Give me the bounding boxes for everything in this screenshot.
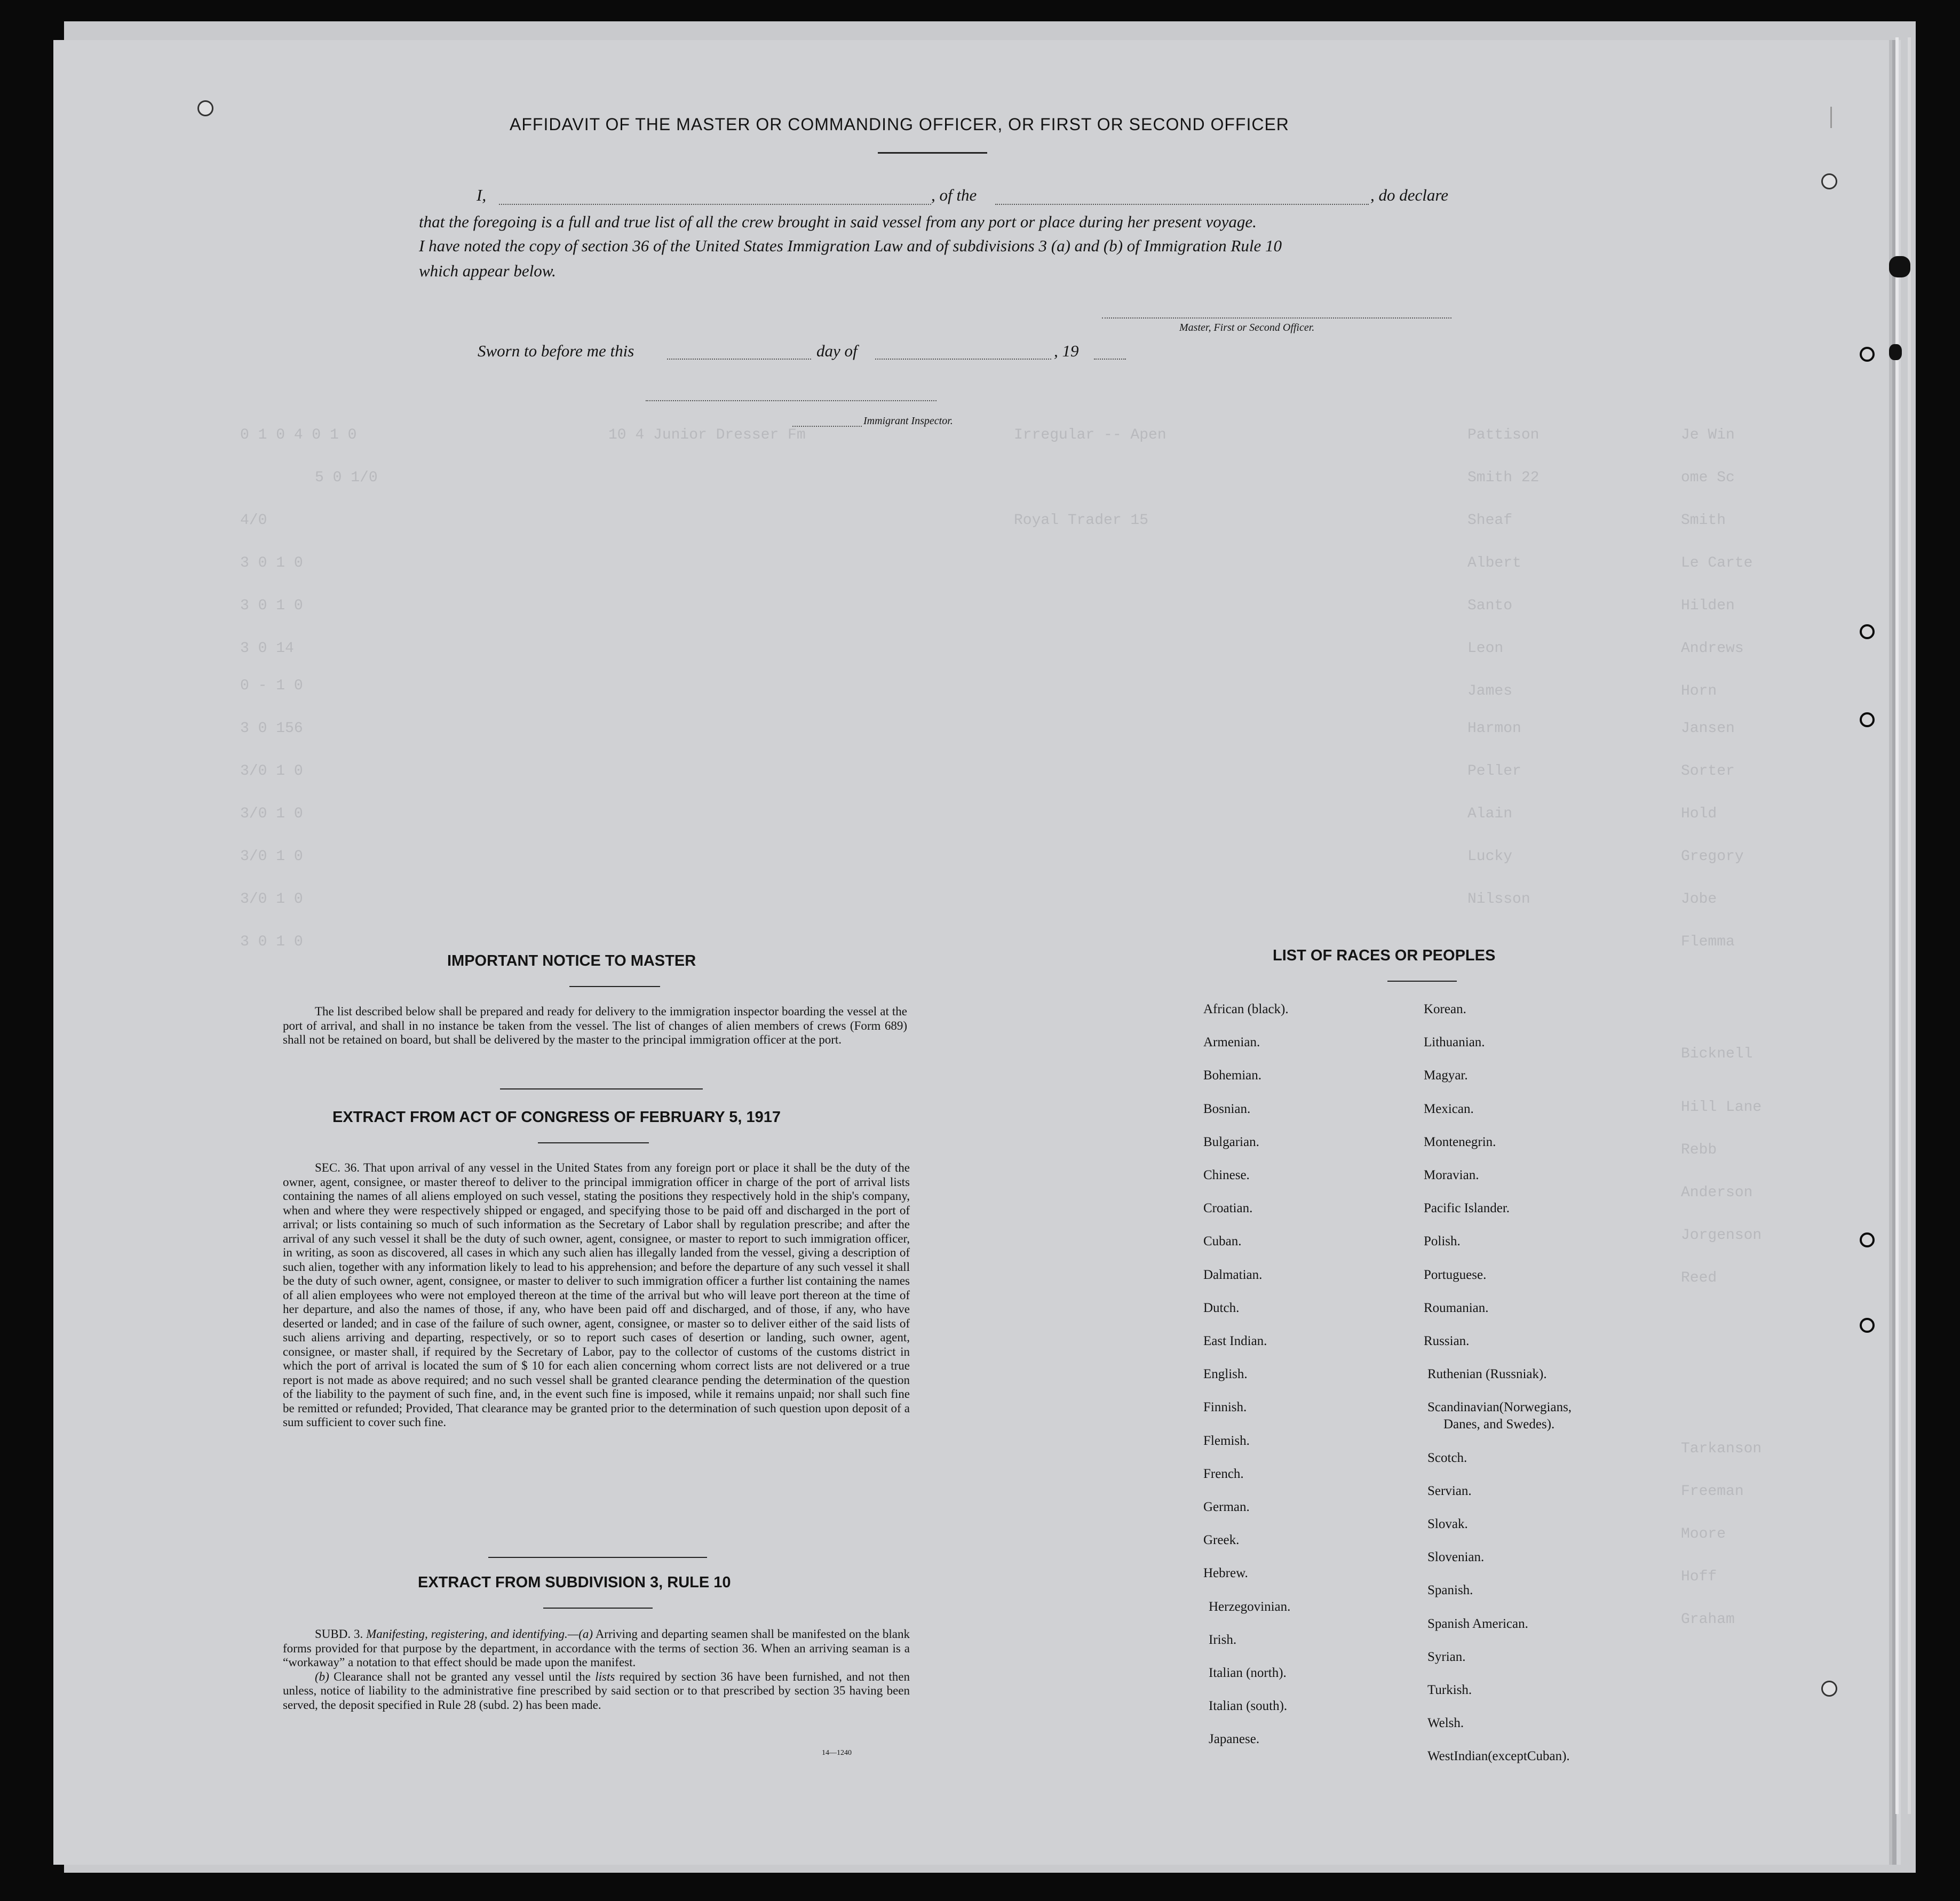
punch-hole — [1860, 347, 1875, 362]
subd-b-text-1: Clearance shall not be granted any vessel until the — [334, 1669, 591, 1683]
race-item: Finnish. — [1203, 1400, 1247, 1415]
punch-hole — [197, 100, 213, 116]
notice-heading: IMPORTANT NOTICE TO MASTER — [447, 952, 696, 969]
master-name-field[interactable] — [499, 204, 931, 205]
race-item: English. — [1203, 1367, 1248, 1382]
race-item: Pacific Islander. — [1424, 1201, 1510, 1216]
races-heading: LIST OF RACES OR PEOPLES — [1273, 947, 1496, 964]
sworn-year-field[interactable] — [1094, 359, 1126, 360]
race-item: Spanish. — [1427, 1583, 1473, 1598]
race-item: Magyar. — [1424, 1068, 1468, 1083]
race-item: Irish. — [1209, 1632, 1237, 1647]
subd-a-text: Arriving and departing seamen shall be manifested on the blank forms provided for that purpose by the department, in accordance with the terms of section 36. When an arriving seaman is a “workaway” a notation to that effect should be made upon the manifest. — [283, 1627, 910, 1669]
subd-b-label: (b) — [315, 1669, 329, 1683]
race-item: Italian (north). — [1209, 1666, 1287, 1680]
punch-hole — [1860, 712, 1875, 727]
page-edge — [1908, 37, 1911, 1814]
sworn-month-field[interactable] — [875, 359, 1051, 360]
manifest-page — [53, 40, 1889, 1865]
affidavit-line-4: which appear below. — [419, 261, 556, 280]
affidavit-declare-label: , do declare — [1370, 186, 1449, 204]
race-item: Croatian. — [1203, 1201, 1253, 1216]
race-item: African (black). — [1203, 1002, 1289, 1016]
rule-heading: EXTRACT FROM SUBDIVISION 3, RULE 10 — [418, 1574, 731, 1591]
race-item: Montenegrin. — [1424, 1134, 1496, 1149]
page-edge — [1895, 37, 1899, 1814]
race-item: Armenian. — [1203, 1035, 1260, 1050]
race-item: Hebrew. — [1203, 1566, 1248, 1581]
race-item: Polish. — [1424, 1234, 1461, 1249]
race-item: WestIndian(exceptCuban). — [1427, 1749, 1570, 1764]
race-item: French. — [1203, 1466, 1244, 1481]
rule-underline — [543, 1608, 653, 1609]
act-divider — [488, 1557, 707, 1558]
form-number: 14—1240 — [822, 1749, 852, 1757]
rule-text — [283, 1627, 910, 1712]
subd-b-lists: lists — [595, 1669, 615, 1683]
race-item: Turkish. — [1427, 1683, 1472, 1697]
inspector-caption-leader — [792, 426, 862, 427]
master-signature-field[interactable] — [1102, 317, 1451, 319]
race-item: Portuguese. — [1424, 1267, 1487, 1282]
affidavit-title: AFFIDAVIT OF THE MASTER OR COMMANDING OFFICER, OR FIRST OR SECOND OFFICER — [510, 115, 1289, 134]
punch-hole — [1860, 624, 1875, 639]
race-item: Syrian. — [1427, 1649, 1466, 1664]
act-text: SEC. 36. That upon arrival of any vessel in the United States from any foreign port or place it shall be the duty of the owner, agent, consignee, or master thereof to deliver to the principal immigration officer in charge of the port of arrival lists containing the names of all aliens employed on such vessel, stating the positions they respectively hold in the ship's company, when and where they were respectively shipped or engaged, and specifying those to be paid off and discharged in the port of arrival; or lists containing so much of such information as the Secretary of Labor shall by regulation prescribe; and after the arrival of any such vessel it shall be the duty of such owner, agent, consignee, or master to report to such immigration officer, in writing, as soon as discovered, all cases in which any such alien has illegally landed from the vessel, giving a description of such alien, together with any information likely to lead to his apprehension; and before the departure of any such vessel it shall be the duty of such owner, agent, consignee, or master to deliver to such immigration officer a further list containing the names of all alien employees who were not employed thereon at the time of the arrival but who will leave port thereon at the time of her departure, and also the names of those, if any, who have been paid off and discharged, and of those, if any, who have deserted or landed; and in case of the failure of such owner, agent, consignee, or master so to deliver either of the said lists of such aliens arriving and departing, respectively, or so to report such cases of desertion or landing, such owner, agent, consignee, or master shall, if required by the Secretary of Labor, pay to the collector of customs of the customs district in which the port of arrival is located the sum of $ 10 for each alien concerning whom correct lists are not delivered or a true report is not made as above required; and no such vessel shall be granted clearance pending the determination of the question of the liability to the payment of such fine, and, in the event such fine is imposed, while it remains unpaid; nor shall such fine be remitted or refunded; Provided, That clearance may be granted prior to the determination of such question upon deposit of a sum sufficient to cover such fine. — [283, 1161, 910, 1429]
subd-b-text-2: required by section 36 have been furnished, and not then unless, notice of liability to the administrative fine prescribed by said section or to that prescribed by section 35 having been served, the deposit specified in Rule 28 (subd. 2) has been made. — [283, 1669, 910, 1712]
race-item: Slovak. — [1427, 1517, 1468, 1531]
notice-divider — [500, 1088, 703, 1089]
affidavit-of-the-label: , of the — [931, 186, 977, 204]
race-item: Bulgarian. — [1203, 1134, 1259, 1149]
affidavit-i-label: I, — [477, 186, 487, 204]
race-item: Roumanian. — [1424, 1300, 1489, 1315]
punch-hole — [1860, 1232, 1875, 1247]
sworn-day-of-label: day of — [816, 341, 858, 360]
inspector-signature-field[interactable] — [646, 400, 937, 401]
race-item: Welsh. — [1427, 1716, 1464, 1731]
race-item: Mexican. — [1424, 1101, 1474, 1116]
race-item: Cuban. — [1203, 1234, 1242, 1249]
notice-underline — [569, 986, 660, 987]
act-underline — [538, 1142, 649, 1143]
punch-hole — [1821, 173, 1837, 189]
binding-clip — [1889, 344, 1902, 360]
notice-text: The list described below shall be prepared and ready for delivery to the immigration inspector boarding the vessel at the port of arrival, and shall in no instance be taken from the vessel. The list of changes of alien members of crews (Form 689) shall not be retained on board, but shall be delivered by the master to the principal immigration officer at the port. — [283, 1005, 907, 1046]
race-item: Dutch. — [1203, 1300, 1240, 1315]
punch-hole — [1860, 1318, 1875, 1333]
race-item: Chinese. — [1203, 1168, 1250, 1182]
sworn-year-label: , 19 — [1054, 341, 1079, 360]
race-item: Slovenian. — [1427, 1550, 1485, 1565]
race-item: Lithuanian. — [1424, 1035, 1485, 1050]
race-item: Greek. — [1203, 1533, 1240, 1548]
races-underline — [1387, 981, 1457, 982]
subd-label: SUBD. 3. — [315, 1627, 363, 1641]
race-item: Bosnian. — [1203, 1101, 1251, 1116]
race-item: Bohemian. — [1203, 1068, 1262, 1083]
race-item: East Indian. — [1203, 1334, 1267, 1348]
ledger-mark — [1814, 107, 1832, 128]
act-heading: EXTRACT FROM ACT OF CONGRESS OF FEBRUARY 5, 1917 — [332, 1109, 781, 1126]
race-item: Herzegovinian. — [1209, 1599, 1291, 1614]
race-item: Moravian. — [1424, 1168, 1479, 1182]
race-item: Japanese. — [1209, 1732, 1260, 1747]
vessel-name-field[interactable] — [995, 204, 1369, 205]
punch-hole — [1821, 1681, 1837, 1697]
race-item: German. — [1203, 1500, 1250, 1514]
race-item: Spanish American. — [1427, 1616, 1528, 1631]
race-item: Scotch. — [1427, 1450, 1467, 1465]
title-underline — [878, 152, 987, 154]
race-item: Ruthenian (Russniak). — [1427, 1367, 1547, 1382]
subd-title: Manifesting, registering, and identifying.—(a) — [366, 1627, 593, 1641]
affidavit-line-2: that the foregoing is a full and true list of all the crew brought in said vessel from any port or place during her present voyage. — [419, 212, 1257, 231]
binding-clip — [1889, 256, 1910, 277]
inspector-caption: Immigrant Inspector. — [863, 415, 953, 427]
race-item: Danes, and Swedes). — [1443, 1417, 1555, 1432]
race-item: Flemish. — [1203, 1433, 1250, 1448]
race-item: Scandinavian(Norwegians, — [1427, 1400, 1572, 1415]
race-item: Korean. — [1424, 1002, 1466, 1016]
sworn-day-field[interactable] — [667, 359, 811, 360]
race-item: Russian. — [1424, 1334, 1470, 1348]
race-item: Italian (south). — [1209, 1699, 1288, 1714]
race-item: Dalmatian. — [1203, 1267, 1263, 1282]
sworn-label: Sworn to before me this — [478, 341, 634, 360]
race-item: Servian. — [1427, 1483, 1472, 1498]
master-caption: Master, First or Second Officer. — [1179, 322, 1315, 333]
affidavit-line-3: I have noted the copy of section 36 of the United States Immigration Law and of subdivisions 3 (a) and (b) of Immigration Rule 10 — [419, 236, 1282, 255]
